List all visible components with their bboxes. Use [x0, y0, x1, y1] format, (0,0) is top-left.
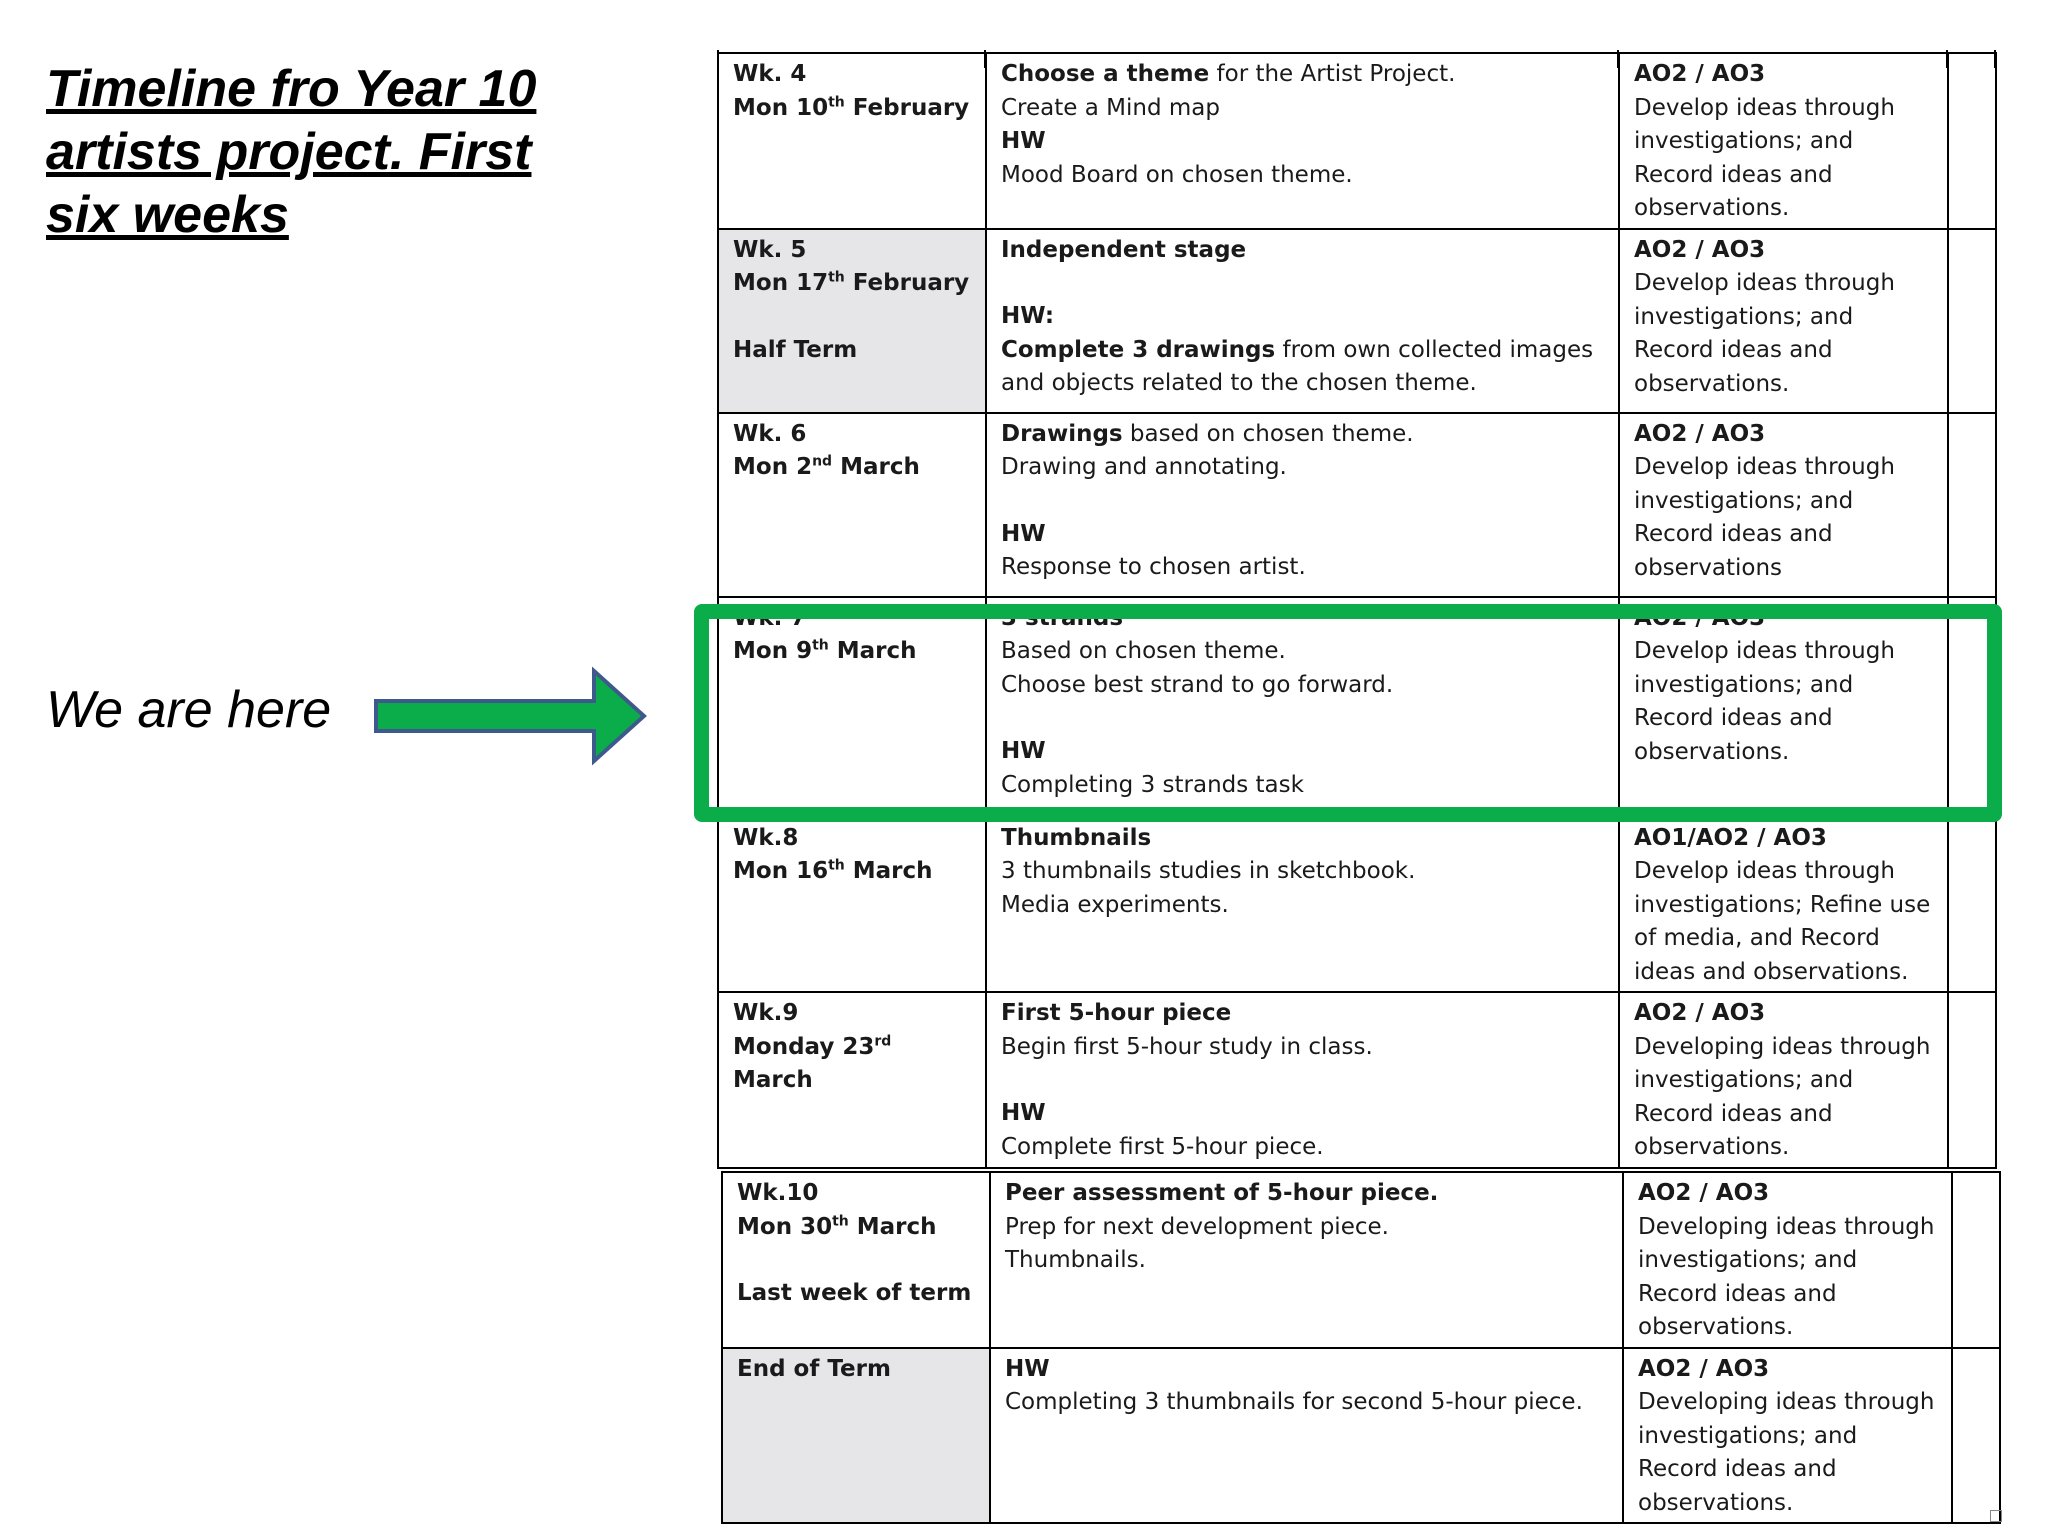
week-date: Mon 16th March: [733, 857, 933, 884]
activity-cell: [990, 1348, 1623, 1524]
week-note: Half Term: [733, 336, 858, 363]
week-label: Wk.9: [733, 1000, 799, 1026]
week-cell: [722, 1348, 990, 1524]
assessment-cell: [1619, 53, 1948, 229]
activity-line: Thumbnails.: [1005, 1247, 1146, 1273]
ao-text: Develop ideas through investigations; and Record ideas and observations: [1634, 454, 1895, 581]
activity-title: First 5-hour piece: [1001, 1000, 1232, 1026]
assessment-cell: [1619, 229, 1948, 413]
ao-title: AO2 / AO3: [1634, 604, 1766, 631]
activity-line: Create a Mind map: [1001, 94, 1220, 121]
ao-text: Develop ideas through investigations; and Record ideas and observations.: [1634, 94, 1895, 221]
activity-title: Thumbnails: [1001, 824, 1152, 851]
week-date: Mon 9th March: [733, 637, 917, 664]
timeline-table-end: [721, 1171, 2001, 1524]
week-label: Wk.10: [737, 1180, 819, 1206]
current-week-highlight: [694, 604, 2002, 822]
activity-text: for the Artist Project.: [1209, 61, 1456, 87]
hw-label: HW: [1001, 1100, 1046, 1126]
activity-line: Begin first 5-hour study in class.: [1001, 1033, 1373, 1060]
empty-cell: [1952, 1348, 2000, 1524]
hw-text: Complete first 5-hour piece.: [1001, 1133, 1324, 1160]
empty-cell: [1948, 817, 1996, 993]
week-label: Wk. 7: [733, 604, 807, 631]
table-row-wk4: [718, 53, 1996, 229]
week-label: Wk. 6: [733, 420, 807, 447]
activity-cell: [986, 53, 1619, 229]
empty-cell: [1948, 413, 1996, 597]
table-row-wk8: [718, 817, 1996, 993]
week-label: Wk. 5: [733, 236, 807, 263]
week-date: Monday 23rd March: [733, 1032, 892, 1093]
hw-label: HW: [1005, 1355, 1050, 1382]
empty-cell: [1948, 229, 1996, 413]
hw-text: Complete 3 drawings from own collected images and objects related to the chosen theme.: [1001, 336, 1594, 396]
activity-line: Drawing and annotating.: [1001, 454, 1287, 480]
activity-line: Prep for next development piece.: [1005, 1213, 1389, 1240]
hw-label: HW: [1001, 128, 1046, 154]
hw-label: HW: [1001, 738, 1046, 764]
activity-line: 3 thumbnails studies in sketchbook.: [1001, 858, 1416, 884]
activity-title: 3 strands: [1001, 604, 1124, 631]
ao-title: AO2 / AO3: [1638, 1180, 1770, 1206]
ao-title: AO1/AO2 / AO3: [1634, 824, 1827, 851]
hw-text: Completing 3 strands task: [1001, 771, 1304, 798]
activity-line: Media experiments.: [1001, 891, 1229, 918]
week-cell: [718, 229, 986, 413]
week-cell: [718, 53, 986, 229]
activity-title: Independent stage: [1001, 236, 1247, 263]
we-are-here-label: We are here: [46, 681, 332, 739]
ao-text: Developing ideas through investigations; and Record ideas and observations.: [1634, 1033, 1931, 1160]
activity-title: Choose a theme: [1001, 61, 1210, 87]
assessment-cell: [1623, 1348, 1952, 1524]
ao-title: AO2 / AO3: [1634, 1000, 1766, 1026]
activity-cell: [986, 992, 1619, 1168]
ao-title: AO2 / AO3: [1638, 1355, 1770, 1382]
hw-text: Mood Board on chosen theme.: [1001, 161, 1353, 188]
activity-line: Choose best strand to go forward.: [1001, 671, 1394, 698]
week-cell: [718, 817, 986, 993]
table-row-wk6: [718, 413, 1996, 597]
week-cell: [718, 992, 986, 1168]
ao-text: Develop ideas through investigations; and Record ideas and observations.: [1634, 270, 1895, 397]
assessment-cell: [1623, 1172, 1952, 1348]
page-title: Timeline fro Year 10 artists project. First six weeks: [46, 60, 537, 244]
empty-cell: [1948, 53, 1996, 229]
week-date: Mon 2nd March: [733, 453, 920, 480]
week-cell: [722, 1172, 990, 1348]
activity-cell: [986, 413, 1619, 597]
ao-text: Develop ideas through investigations; and Record ideas and observations.: [1634, 638, 1895, 765]
ao-text: Develop ideas through investigations; Refine use of media, and Record ideas and observations.: [1634, 858, 1931, 985]
assessment-cell: [1619, 413, 1948, 597]
activity-cell: [990, 1172, 1623, 1348]
week-date: Mon 10th February: [733, 93, 970, 121]
activity-text: based on chosen theme.: [1122, 420, 1414, 447]
table-row-end-of-term: [722, 1348, 2000, 1524]
week-label: End of Term: [737, 1355, 891, 1382]
ao-text: Developing ideas through investigations; and Record ideas and observations.: [1638, 1213, 1935, 1340]
table-row-wk10: [722, 1172, 2000, 1348]
table-resize-handle[interactable]: [1990, 1510, 2002, 1522]
ao-title: AO2 / AO3: [1634, 420, 1766, 447]
ao-text: Developing ideas through investigations; and Record ideas and observations.: [1638, 1389, 1935, 1516]
ao-title: AO2 / AO3: [1634, 236, 1766, 263]
week-note: Last week of term: [737, 1280, 972, 1306]
assessment-cell: [1619, 817, 1948, 993]
empty-cell: [1952, 1172, 2000, 1348]
table-row-wk5: [718, 229, 1996, 413]
hw-text: Completing 3 thumbnails for second 5-hour piece.: [1005, 1389, 1583, 1415]
week-label: Wk. 4: [733, 61, 807, 87]
week-date: Mon 17th February: [733, 269, 970, 296]
activity-line: Based on chosen theme.: [1001, 638, 1286, 664]
activity-cell: [986, 817, 1619, 993]
table-row-wk9: [718, 992, 1996, 1168]
hw-text: Response to chosen artist.: [1001, 554, 1306, 580]
activity-cell: [986, 229, 1619, 413]
week-label: Wk.8: [733, 824, 799, 851]
hw-label: HW:: [1001, 303, 1055, 329]
activity-title: Peer assessment of 5-hour piece.: [1005, 1180, 1439, 1206]
empty-cell: [1948, 992, 1996, 1168]
week-date: Mon 30th March: [737, 1212, 937, 1240]
hw-label: HW: [1001, 520, 1046, 547]
activity-title: Drawings: [1001, 420, 1123, 447]
week-cell: [718, 413, 986, 597]
assessment-cell: [1619, 992, 1948, 1168]
right-arrow-icon: [372, 666, 652, 766]
ao-title: AO2 / AO3: [1634, 61, 1766, 87]
